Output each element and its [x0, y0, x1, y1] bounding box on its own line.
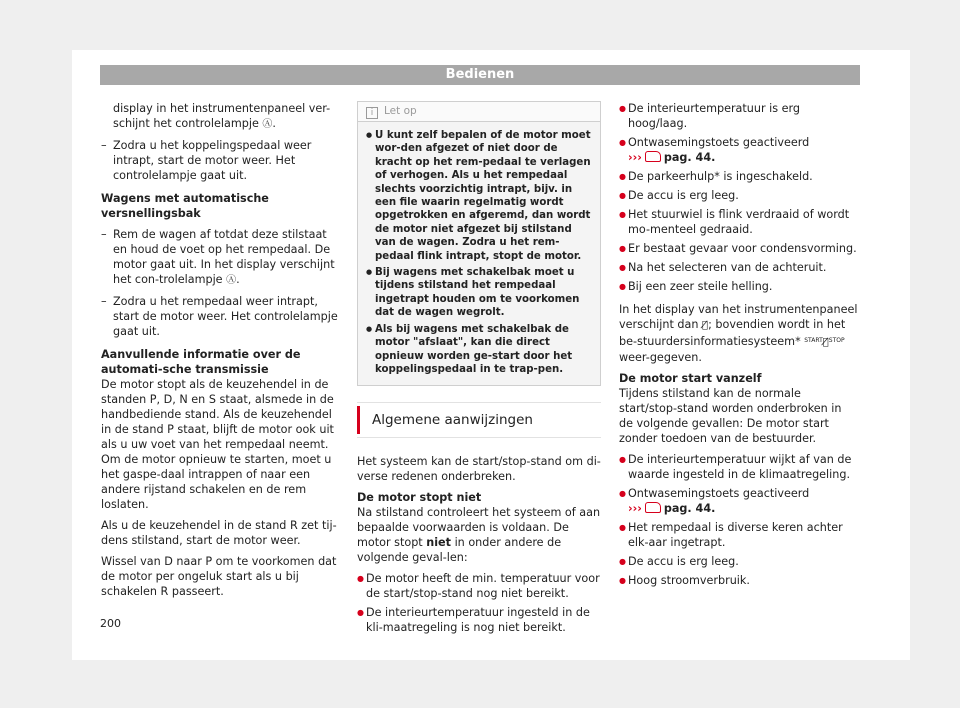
list-item: [619, 486, 859, 516]
list-item: – Zodra u het rempedaal weer intrapt, start de motor weer. Het controlelampje gaat uit.: [101, 294, 339, 339]
list-item: ● De interieurtemperatuur is erg hoog/laag.: [619, 101, 859, 131]
list-item: ● De parkeerhulp* is ingeschakeld.: [619, 169, 859, 184]
paragraph: Wissel van D naar P om te voorkomen dat de motor per ongeluk start als u bij schakelen R passeert.: [101, 555, 337, 598]
column-middle: [357, 101, 601, 639]
note-header: [358, 102, 600, 122]
car-ref-icon: [645, 151, 661, 162]
note-item: ● Als bij wagens met schakelbak de motor "afslaat", kan die direct opnieuw worden ge-start door het koppelingspedaal in te trap-pen.: [366, 323, 592, 377]
list-item: ● De accu is erg leeg.: [619, 554, 859, 569]
auto-start-stop-off-icon: Ⓐ̸: [822, 337, 829, 348]
note-body: [358, 122, 600, 385]
list-item: ● Het stuurwiel is flink verdraaid of wordt mo-menteel gedraaid.: [619, 207, 859, 237]
list-item: ● Hoog stroomverbruik.: [619, 573, 859, 588]
subheading: De motor start vanzelf: [619, 372, 762, 385]
info-square-icon: i: [366, 107, 378, 119]
car-ref-icon: [645, 502, 661, 513]
subheading: Aanvullende informatie over de automati-sche transmissie: [101, 348, 301, 376]
list-item: ● Na het selecteren van de achteruit.: [619, 260, 859, 275]
ref-arrow: ›››: [628, 151, 642, 164]
paragraph: display in het instrumentenpaneel ver-schijnt het controlelampje Ⓐ.: [113, 102, 331, 130]
auto-start-stop-icon: Ⓐ: [262, 119, 273, 130]
note-item: ● Bij wagens met schakelbak moet u tijdens stilstand het rempedaal ingetrapt houden om te voorkomen dat de wagen wegrolt.: [366, 266, 592, 320]
paragraph: [619, 302, 859, 365]
page-header: Bedienen: [100, 65, 860, 85]
text: Na stilstand controleert het systeem of aan bepaalde voorwaarden is voldaan. De motor stopt: [357, 506, 601, 550]
subheading: De motor stopt niet: [357, 491, 482, 505]
list-item: ● De interieurtemperatuur ingesteld in de kli-maatregeling is nog niet bereikt.: [357, 605, 601, 635]
text: Rem de wagen af totdat deze stilstaat en houd de voet op het rempedaal. De motor gaat uit. In het display verschijnt het con-trolelampje: [113, 228, 335, 286]
paragraph: [357, 505, 601, 565]
bold-text: niet: [426, 536, 451, 550]
paragraph: De motor stopt als de keuzehendel in de standen P, D, N en S staat, alsmede in de handbediende stand. Als de keuzehendel in de stand P staat, blijft de motor ook uit als u uw voet van het rempedaal neemt. Om de motor opnieuw te starten, moet u het gaspe-daal intrappen of naar een andere rijstand schakelen en de rem loslaten.: [101, 378, 334, 511]
warning-note: [357, 101, 601, 386]
list-item: – Zodra u het koppelingspedaal weer intrapt, start de motor weer. Het controlelampje gaat uit.: [101, 138, 339, 183]
start-label: START: [804, 337, 823, 344]
list-item: ● Bij een zeer steile helling.: [619, 279, 859, 294]
paragraph: Tijdens stilstand kan de normale start/stop-stand worden onderbroken in de volgende gevallen: De motor start zonder toedoen van de bestuurder.: [619, 387, 842, 445]
list-item: ● De interieurtemperatuur wijkt af van de waarde ingesteld in de klimaatregeling.: [619, 452, 859, 482]
list-item: ● De motor heeft de min. temperatuur voor de start/stop-stand nog niet bereikt.: [357, 571, 601, 601]
paragraph: Als u de keuzehendel in de stand R zet tij-dens stilstand, start de motor weer.: [101, 519, 337, 547]
list-item: ● Het rempedaal is diverse keren achter elk-aar ingetrapt.: [619, 520, 859, 550]
paragraph: Het systeem kan de start/stop-stand om di-verse redenen onderbreken.: [357, 455, 601, 484]
text: ; bovendien wordt in het be-stuurdersinformatiesysteem*: [619, 318, 846, 348]
note-title: Let op: [384, 105, 417, 117]
column-left: [101, 101, 339, 605]
list-item: – Rem de wagen af totdat deze stilstaat en houd de voet op het rempedaal. De motor gaat uit. In het display verschijnt het con-trolelampje Ⓐ.: [101, 227, 339, 288]
page-reference-link[interactable]: pag. 44.: [663, 502, 716, 515]
text: in onder andere de volgende geval-len:: [357, 536, 562, 565]
page-number: 200: [100, 617, 121, 630]
column-right: [619, 101, 859, 592]
list-item: ● Er bestaat gevaar voor condensvorming.: [619, 241, 859, 256]
section-title: Algemene aanwijzingen: [357, 406, 601, 434]
auto-start-stop-icon: Ⓐ: [226, 275, 237, 286]
page-reference-link[interactable]: pag. 44.: [663, 151, 716, 164]
list-item: [619, 135, 859, 165]
subheading: Wagens met automatische versnellingsbak: [101, 192, 269, 220]
text: Ontwasemingstoets geactiveerd: [628, 487, 810, 500]
list-item: ● De accu is erg leeg.: [619, 188, 859, 203]
text: display in het instrumentenpaneel ver-schijnt het controlelampje: [113, 102, 331, 130]
text: weer-gegeven.: [619, 351, 702, 364]
section-header: [357, 402, 601, 438]
text: In het display van het instrumentenpaneel verschijnt dan: [619, 303, 858, 331]
auto-start-stop-off-icon: Ⓐ̸: [702, 320, 709, 331]
note-item: ● U kunt zelf bepalen of de motor moet wor-den afgezet of niet door de kracht op het rem-pedaal te verlagen of verhogen. Als u het rempedaal slechts voorzichtig intrapt, bijv. in een file waarin regelmatig wordt opgetrokken en afgeremd, dan wordt de motor niet afgezet bij stilstand van de wagen. Zodra u het rem-pedaal flink intrapt, stopt de motor.: [366, 129, 592, 263]
stop-label: STOP: [828, 337, 845, 344]
ref-arrow: ›››: [628, 502, 642, 515]
text: Ontwasemingstoets geactiveerd: [628, 136, 810, 149]
